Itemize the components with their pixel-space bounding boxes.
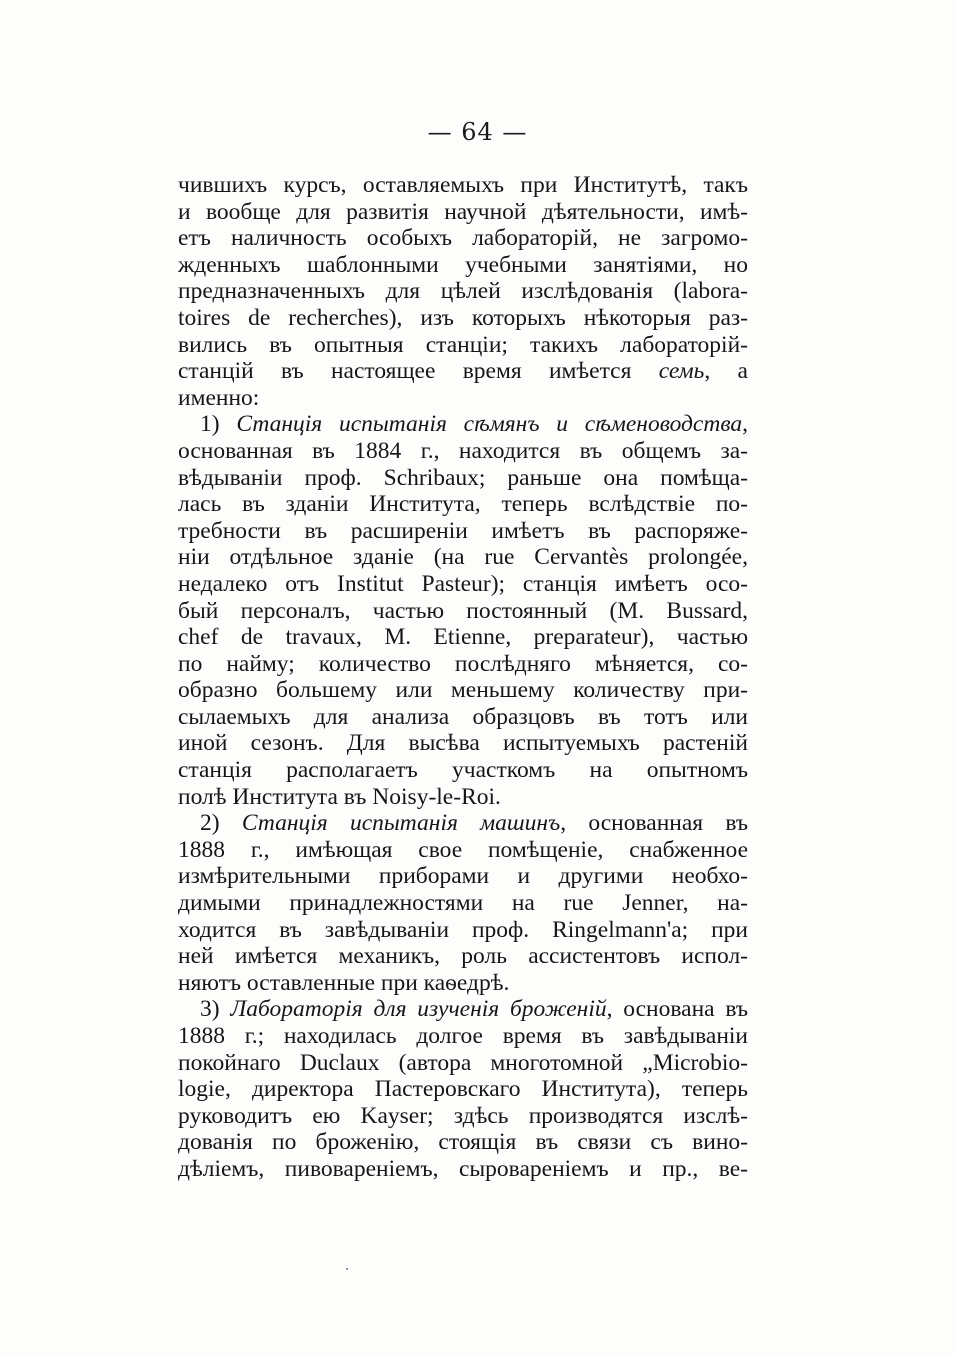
text-line bbox=[178, 278, 748, 305]
text-run: димыми принадлежностями на rue Jenner, на- bbox=[178, 890, 748, 917]
text-line bbox=[178, 624, 748, 651]
text-line bbox=[178, 1076, 748, 1103]
text-run: , основанная въ bbox=[560, 810, 748, 837]
body-text bbox=[178, 172, 748, 1183]
text-line bbox=[178, 332, 748, 359]
text-line bbox=[178, 225, 748, 252]
text-run: станція располагаетъ участкомъ на опытномъ bbox=[178, 757, 748, 784]
text-run: chef de travaux, M. Etienne, preparateur), частью bbox=[178, 624, 748, 651]
text-run: по найму; количество послѣдняго мѣняется, со- bbox=[178, 650, 748, 677]
text-run: , а bbox=[704, 358, 748, 385]
text-run: станцій въ настоящее время имѣется bbox=[178, 358, 659, 385]
text-run: вѣдываніи проф. Schribaux; раньше она помѣща- bbox=[178, 464, 748, 491]
text-line bbox=[178, 438, 748, 465]
text-run: чившихъ курсъ, оставляемыхъ при Институтѣ, такъ bbox=[178, 172, 748, 198]
text-line bbox=[178, 863, 748, 890]
text-line bbox=[178, 730, 748, 757]
text-run: основанная въ 1884 г., находится въ общемъ за- bbox=[178, 437, 748, 464]
text-run: , основана въ bbox=[606, 996, 748, 1023]
text-line bbox=[178, 491, 748, 518]
text-line bbox=[178, 784, 748, 811]
text-run: 1888 г., имѣющая свое помѣщеніе, снабженное bbox=[178, 836, 748, 863]
text-run: няютъ оставленные при каѳедрѣ. bbox=[178, 969, 510, 996]
text-run: требности въ расширеніи имѣетъ въ распоряже- bbox=[178, 517, 748, 544]
text-line bbox=[178, 305, 748, 332]
text-run: 2) bbox=[200, 810, 242, 837]
text-line bbox=[178, 917, 748, 944]
text-run: и вообще для развитія научной дѣятельности, имѣ- bbox=[178, 198, 748, 225]
text-line bbox=[178, 757, 748, 784]
text-run: образно большему или меньшему количеству при- bbox=[178, 677, 748, 704]
text-run: , bbox=[742, 411, 749, 438]
text-line bbox=[178, 518, 748, 545]
text-run: измѣрительными приборами и другими необхо- bbox=[178, 863, 748, 890]
text-run: дованія по броженію, стоящія въ связи съ вино- bbox=[178, 1129, 748, 1156]
italic-term: семь bbox=[658, 358, 705, 385]
text-line bbox=[178, 970, 748, 997]
italic-term: Станція испытанія машинъ bbox=[241, 810, 561, 837]
text-line bbox=[178, 598, 748, 625]
text-run: logie, директора Пастеровскаго Института), теперь bbox=[178, 1076, 748, 1103]
text-run: лась въ зданіи Института, теперь вслѣдствіе по- bbox=[178, 491, 748, 518]
text-line bbox=[178, 943, 748, 970]
text-line bbox=[178, 1050, 748, 1077]
text-run: 1) bbox=[200, 411, 237, 438]
text-run: 1888 г.; находилась долгое время въ завѣдываніи bbox=[178, 1023, 748, 1049]
text-run: етъ наличность особыхъ лабораторій, не загромо- bbox=[178, 225, 748, 252]
page-number: — 64 — bbox=[427, 118, 528, 146]
text-run: иной сезонъ. Для высѣва испытуемыхъ растеній bbox=[178, 730, 748, 757]
text-line bbox=[178, 385, 748, 412]
text-line bbox=[178, 465, 748, 492]
text-line bbox=[178, 1129, 748, 1156]
text-line bbox=[178, 199, 748, 226]
text-run: ней имѣется механикъ, роль ассистентовъ испол- bbox=[178, 943, 748, 970]
text-run: полѣ Института въ Noisy-le-Roi. bbox=[178, 783, 501, 810]
text-line bbox=[178, 810, 748, 837]
text-run: жденныхъ шаблонными учебными занятіями, но bbox=[178, 251, 748, 278]
text-run: именно: bbox=[178, 384, 260, 411]
text-run: ходится въ завѣдываніи проф. Ringelmann'a; при bbox=[178, 916, 748, 943]
text-run: бый персоналъ, частью постоянный (M. Bussard, bbox=[178, 597, 748, 624]
text-run: покойнаго Duclaux (автора многотомной „Microbio- bbox=[178, 1049, 748, 1076]
text-run: 3) bbox=[200, 996, 231, 1023]
text-line bbox=[178, 1023, 748, 1050]
text-line bbox=[178, 1156, 748, 1183]
text-line bbox=[178, 411, 748, 438]
text-line bbox=[178, 544, 748, 571]
print-speck bbox=[346, 1268, 348, 1270]
text-line bbox=[178, 1103, 748, 1130]
text-run: вились въ опытныя станціи; такихъ лабораторій- bbox=[178, 331, 748, 358]
text-run: сылаемыхъ для анализа образцовъ въ тотъ или bbox=[178, 703, 748, 730]
text-run: недалеко отъ Institut Pasteur); станція имѣетъ осо- bbox=[178, 570, 748, 597]
text-line bbox=[178, 704, 748, 731]
text-run: предназначенныхъ для цѣлей изслѣдованія (labora- bbox=[178, 278, 748, 305]
text-line bbox=[178, 677, 748, 704]
text-line bbox=[178, 172, 748, 199]
italic-term: Лабораторія для изученія броженій bbox=[230, 996, 607, 1023]
text-run: руководитъ ею Kayser; здѣсь производятся изслѣ- bbox=[178, 1102, 748, 1129]
text-line bbox=[178, 358, 748, 385]
text-line bbox=[178, 651, 748, 678]
text-run: toires de recherches), изъ которыхъ нѣкоторыя раз- bbox=[178, 304, 748, 331]
text-line bbox=[178, 837, 748, 864]
text-line bbox=[178, 996, 748, 1023]
text-line bbox=[178, 571, 748, 598]
text-run: дѣліемъ, пивовареніемъ, сыровареніемъ и пр., ве- bbox=[178, 1155, 748, 1182]
text-line bbox=[178, 890, 748, 917]
text-run: ніи отдѣльное зданіе (на rue Cervantès prolongée, bbox=[178, 544, 748, 571]
italic-term: Станція испытанія сѣмянъ и сѣменоводства bbox=[236, 411, 743, 438]
text-line bbox=[178, 252, 748, 279]
